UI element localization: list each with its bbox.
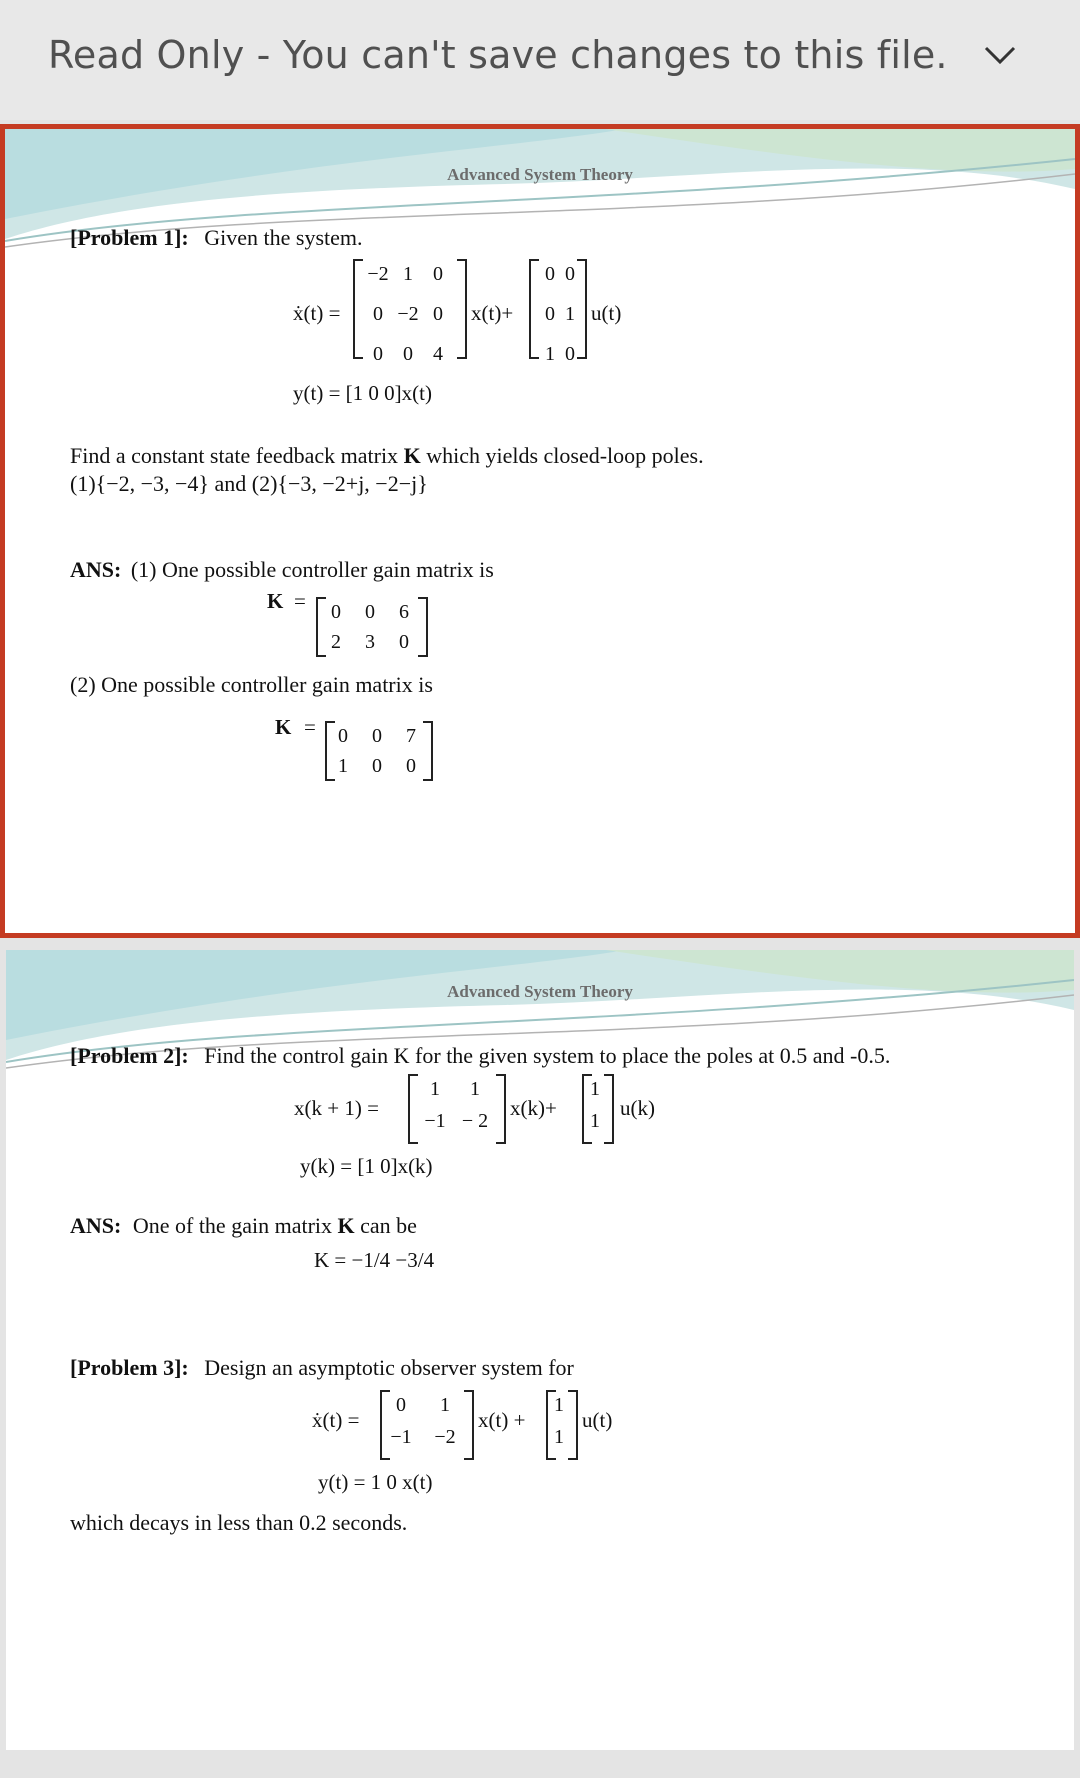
- matrix-cell: 0: [373, 303, 383, 325]
- matrix-cell: 0: [372, 755, 382, 777]
- answer-1-text: (1) One possible controller gain matrix is: [130, 557, 494, 582]
- desired-poles: (1){−2, −3, −4} and (2){−3, −2+j, −2−j}: [70, 471, 428, 496]
- matrix-a-right-bracket: [457, 259, 467, 359]
- k1-equals: =: [294, 589, 306, 613]
- eq1-lhs: ẋ(t) =: [293, 301, 341, 325]
- p2-gain-result: K = −1/4 −3/4: [314, 1248, 435, 1272]
- matrix-cell: 1: [590, 1078, 600, 1100]
- k1-label: K: [267, 589, 284, 613]
- matrix-cell: 1: [440, 1394, 450, 1416]
- p3-output: y(t) = 1 0 x(t): [318, 1470, 433, 1494]
- p2-rhs: u(k): [620, 1096, 655, 1120]
- matrix-cell: 0: [433, 303, 443, 325]
- k2-equals: =: [304, 715, 316, 739]
- slide-header-title: Advanced System Theory: [447, 982, 633, 1001]
- matrix-cell: −2: [367, 263, 389, 285]
- matrix-cell: 1: [545, 343, 555, 365]
- a3-right-bracket: [464, 1390, 474, 1460]
- answer-2-text: (2) One possible controller gain matrix is: [70, 672, 433, 697]
- matrix-cell: −1: [390, 1426, 412, 1448]
- matrix-cell: −1: [424, 1110, 446, 1132]
- matrix-cell: 2: [331, 631, 341, 653]
- eq1-rhs: u(t): [591, 301, 622, 325]
- matrix-cell: 1: [554, 1426, 564, 1448]
- eq1-mid: x(t)+: [471, 301, 514, 325]
- problem-1-label: [Problem 1]:: [70, 225, 189, 250]
- matrix-cell: 0: [403, 343, 413, 365]
- problem-3-text: Design an asymptotic observer system for: [204, 1355, 574, 1380]
- problem-2-label: [Problem 2]:: [70, 1043, 189, 1068]
- read-only-message: Read Only - You can't save changes to this file.: [48, 33, 948, 77]
- matrix-cell: 6: [399, 601, 409, 623]
- slide-1[interactable]: [0, 124, 1080, 938]
- matrix-cell: 0: [565, 343, 575, 365]
- matrix-cell: 1: [430, 1078, 440, 1100]
- problem-3-label: [Problem 3]:: [70, 1355, 189, 1380]
- slide-2[interactable]: [6, 950, 1074, 1750]
- p2-mid: x(k)+: [510, 1096, 557, 1120]
- matrix-a-left-bracket: [353, 259, 363, 359]
- read-only-banner: [0, 0, 1080, 120]
- a2-right-bracket: [496, 1074, 506, 1144]
- answer-label: ANS:: [70, 557, 122, 582]
- a2-left-bracket: [408, 1074, 418, 1144]
- p2-lhs: x(k + 1) =: [294, 1096, 379, 1120]
- matrix-cell: 0: [399, 631, 409, 653]
- matrix-cell: 0: [433, 263, 443, 285]
- matrix-cell: −2: [434, 1426, 456, 1448]
- p3-tail: which decays in less than 0.2 seconds.: [70, 1510, 408, 1535]
- matrix-cell: − 2: [461, 1110, 489, 1132]
- matrix-cell: 0: [331, 601, 341, 623]
- problem-2-text: Find the control gain K for the given system to place the poles at 0.5 and -0.5.: [204, 1043, 891, 1068]
- matrix-cell: −2: [397, 303, 419, 325]
- matrix-cell: 0: [372, 725, 382, 747]
- problem-1-text: Given the system.: [204, 225, 363, 250]
- matrix-cell: 4: [433, 343, 443, 365]
- chevron-down-icon[interactable]: [980, 40, 1020, 70]
- matrix-cell: 0: [365, 601, 375, 623]
- slide-header-title: Advanced System Theory: [447, 165, 633, 184]
- matrix-cell: 0: [338, 725, 348, 747]
- p2-answer: ANS: One of the gain matrix K can be: [70, 1213, 417, 1238]
- matrix-cell: 1: [565, 303, 575, 325]
- p2-output: y(k) = [1 0]x(k): [300, 1154, 433, 1178]
- matrix-cell: 1: [554, 1394, 564, 1416]
- p3-mid: x(t) +: [478, 1408, 526, 1432]
- matrix-cell: 1: [590, 1110, 600, 1132]
- matrix-cell: 1: [338, 755, 348, 777]
- k1-right-bracket: [418, 597, 428, 657]
- matrix-cell: 0: [565, 263, 575, 285]
- matrix-cell: 0: [406, 755, 416, 777]
- matrix-cell: 1: [403, 263, 413, 285]
- k2-label: K: [275, 715, 292, 739]
- matrix-cell: 0: [545, 303, 555, 325]
- matrix-cell: 1: [470, 1078, 480, 1100]
- slide-header-wave: [6, 950, 1074, 1100]
- matrix-cell: 3: [365, 631, 375, 653]
- matrix-cell: 7: [406, 725, 416, 747]
- matrix-cell: 0: [373, 343, 383, 365]
- slide-header-wave: [5, 129, 1075, 279]
- p3-rhs: u(t): [582, 1408, 613, 1432]
- find-sentence: Find a constant state feedback matrix K which yields closed-loop poles.: [70, 443, 704, 468]
- matrix-cell: 0: [545, 263, 555, 285]
- p3-lhs: ẋ(t) =: [312, 1408, 360, 1432]
- eq2-output: y(t) = [1 0 0]x(t): [293, 381, 432, 405]
- matrix-cell: 0: [396, 1394, 406, 1416]
